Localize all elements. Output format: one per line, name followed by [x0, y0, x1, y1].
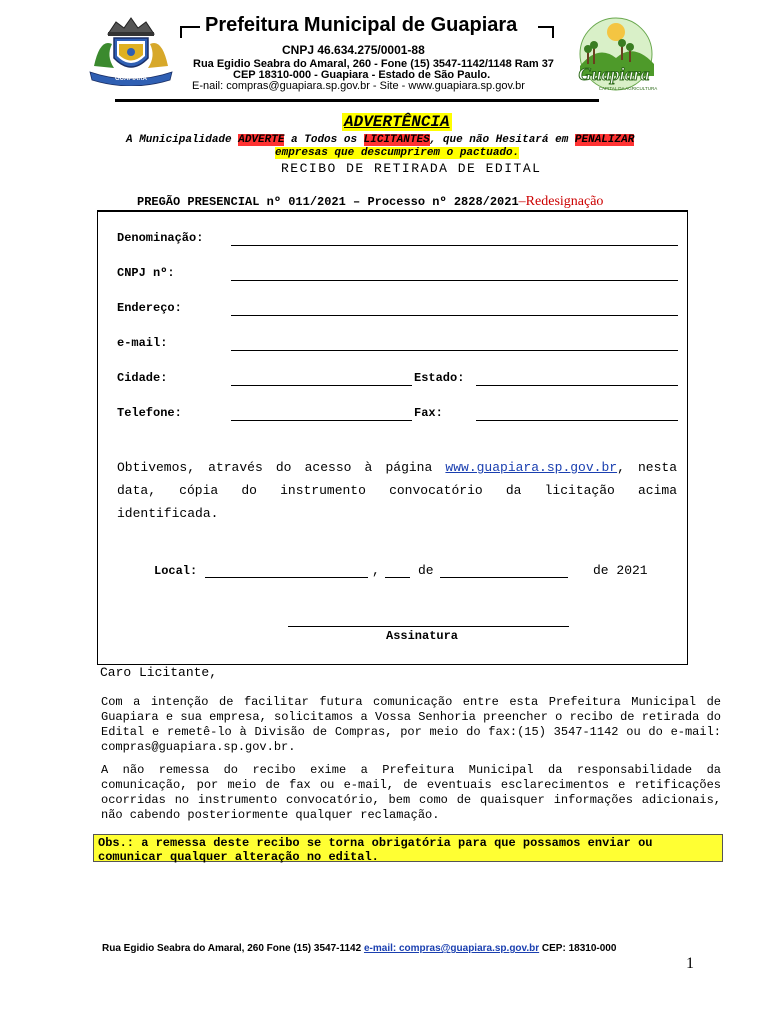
- header-divider: [115, 99, 599, 102]
- local-comma: ,: [372, 563, 380, 578]
- field-month[interactable]: [440, 577, 568, 578]
- label-de: de: [418, 563, 434, 578]
- warning-text: empresas que descumprirem o pactuado.: [275, 147, 520, 159]
- warning-highlight-adverte: ADVERTE: [238, 134, 285, 146]
- obs-notice: Obs.: a remessa deste recibo se torna obrigatória para que possamos enviar ou comunicar qualquer alteração no edital.: [93, 834, 723, 862]
- warning-line-2: [275, 147, 519, 160]
- page-number: 1: [686, 955, 694, 972]
- field-denominacao[interactable]: [231, 245, 678, 246]
- guapiara-logo: [558, 14, 670, 100]
- warning-line-1: [126, 134, 634, 147]
- footer-cep: CEP: 18310-000: [539, 943, 617, 954]
- warning-highlight-licitantes: LICITANTES: [363, 134, 430, 146]
- field-local[interactable]: [205, 577, 368, 578]
- field-cnpj[interactable]: [231, 280, 678, 281]
- field-endereco[interactable]: [231, 315, 678, 316]
- label-endereco: Endereço:: [117, 301, 182, 315]
- pregao-heading: [137, 194, 603, 210]
- title-bracket-left: [180, 26, 200, 38]
- redesignacao-label: –Redesignação: [518, 194, 604, 209]
- para-text: , nesta data, cópia do instrumento convocatório da licitação acima identificada.: [117, 460, 677, 521]
- label-telefone: Telefone:: [117, 406, 182, 420]
- signature-line[interactable]: [288, 626, 569, 627]
- warning-text: A Municipalidade: [126, 134, 239, 146]
- paragraph-intent: Com a intenção de facilitar futura comunicação entre esta Prefeitura Municipal de Guapiara e sua empresa, solicitamos a Vossa Senhoria preencher o recibo de retirada do Edital e remetê-lo à Divisão de Compras, por meio do fax:(15) 3547-1142 ou do e-mail: compras@guapiara.sp.gov.br.: [101, 695, 721, 754]
- footer-address: Rua Egidio Seabra do Amaral, 260 Fone (15) 3547-1142: [102, 943, 364, 954]
- site-link[interactable]: www.guapiara.sp.gov.br: [445, 460, 618, 475]
- label-estado: Estado:: [414, 371, 465, 385]
- title-bracket-right: [538, 26, 554, 38]
- label-denominacao: Denominação:: [117, 231, 204, 245]
- acknowledgement-paragraph: [117, 456, 677, 525]
- field-day[interactable]: [385, 577, 410, 578]
- header-cnpj: CNPJ 46.634.275/0001-88: [282, 43, 425, 57]
- header-cep: CEP 18310-000 - Guapiara - Estado de São Paulo.: [233, 69, 491, 81]
- field-estado[interactable]: [476, 385, 678, 386]
- warning-title: ADVERTÊNCIA: [344, 113, 450, 131]
- page-title: Prefeitura Municipal de Guapiara: [205, 14, 518, 36]
- label-local: Local:: [154, 564, 198, 578]
- field-fax[interactable]: [476, 420, 678, 421]
- header-address: Rua Egidio Seabra do Amaral, 260 - Fone (15) 3547-1142/1148 Ram 37: [193, 58, 554, 70]
- field-email[interactable]: [231, 350, 678, 351]
- label-fax: Fax:: [414, 406, 443, 420]
- field-telefone[interactable]: [231, 420, 412, 421]
- para-text: Obtivemos, através do acesso à página: [117, 460, 446, 475]
- header-email-site: E-nail: compras@guapiara.sp.gov.br - Site - www.guapiara.sp.gov.br: [192, 80, 525, 92]
- field-cidade[interactable]: [231, 385, 412, 386]
- logo-subtext: CAPITAL DA AGRICULTURA: [598, 86, 658, 91]
- warning-highlight-penalizar: PENALIZAR: [574, 134, 635, 146]
- coat-ribbon-text: GUAPIARA: [114, 76, 148, 82]
- logo-text: Guapiara: [578, 64, 650, 84]
- greeting: Caro Licitante,: [100, 665, 218, 680]
- label-email: e-mail:: [117, 336, 168, 350]
- label-year: de 2021: [593, 563, 648, 578]
- footer-email-link[interactable]: e-mail: compras@guapiara.sp.gov.br: [363, 943, 540, 954]
- pregao-text: PREGÃO PRESENCIAL nº 011/2021 – Processo nº 2828/2021: [137, 195, 519, 209]
- recibo-title: RECIBO DE RETIRADA DE EDITAL: [281, 161, 542, 176]
- coat-of-arms: [86, 14, 176, 86]
- receipt-form: [97, 210, 688, 665]
- warning-text: , que não Hesitará em: [429, 134, 575, 146]
- label-cidade: Cidade:: [117, 371, 168, 385]
- footer: [102, 943, 616, 954]
- label-cnpj: CNPJ nº:: [117, 266, 175, 280]
- label-assinatura: Assinatura: [386, 629, 459, 643]
- paragraph-no-remittance: A não remessa do recibo exime a Prefeitura Municipal da responsabilidade da comunicação, por meio de fax ou e-mail, de eventuais esclarecimentos e retificações ocorridas no instrumento convocatório, bem como de quaisquer informações adicionais, não cabendo posteriormente qualquer reclamação.: [101, 763, 721, 822]
- warning-text: a Todos os: [284, 134, 364, 146]
